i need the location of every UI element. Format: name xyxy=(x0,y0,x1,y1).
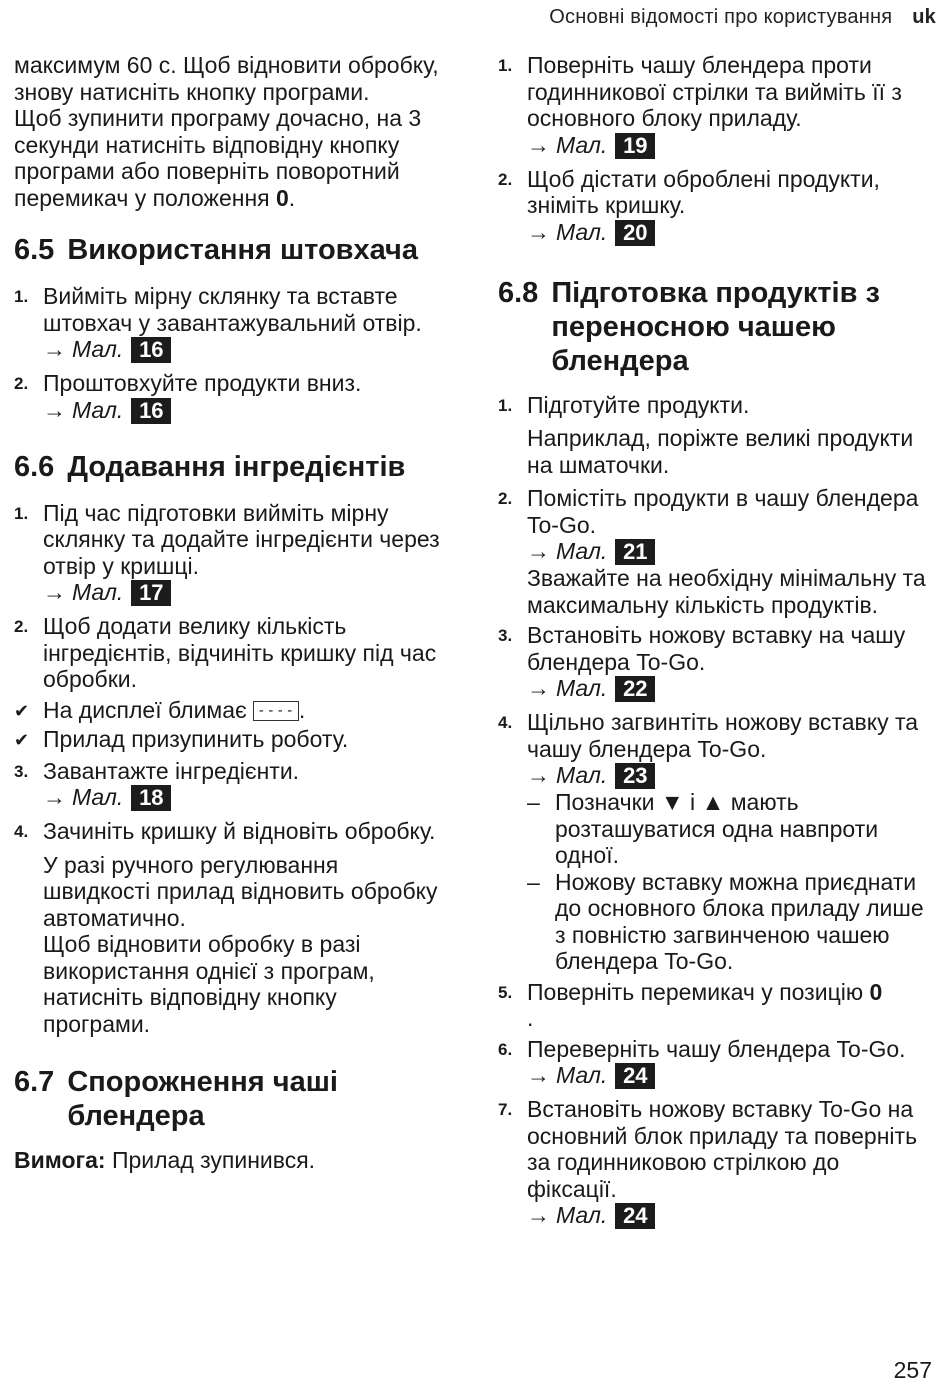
section-number: 6.8 xyxy=(498,276,539,309)
list-item xyxy=(498,485,934,618)
figure-label: Мал. xyxy=(556,1202,608,1228)
step-number: 2. xyxy=(498,489,513,508)
figure-number-badge: 16 xyxy=(131,398,171,424)
figure-reference xyxy=(43,397,446,424)
list-item xyxy=(14,500,446,607)
position-zero: 0 xyxy=(276,184,289,211)
step-text: Помістіть продукти в чашу блендера To-Go. xyxy=(527,485,919,538)
right-column xyxy=(498,52,934,1236)
step-number: 7. xyxy=(498,1100,513,1119)
header-language-code: uk xyxy=(912,6,936,28)
step-number: 4. xyxy=(14,822,29,841)
step-number: 1. xyxy=(498,395,513,415)
list-item xyxy=(14,370,446,424)
list-item xyxy=(498,1096,934,1229)
heading-6-7 xyxy=(14,1065,446,1133)
arrow-right-icon: → xyxy=(43,336,66,362)
figure-reference xyxy=(527,762,934,789)
bullet-item xyxy=(527,789,934,869)
arrow-right-icon: → xyxy=(527,1202,550,1228)
bullet-text: мають розташуватися одна навпроти одної. xyxy=(555,789,879,868)
step-text: Завантажте інгредієнти. xyxy=(43,757,300,784)
step-number: 3. xyxy=(14,761,29,781)
bullet-text: Позначки xyxy=(555,789,655,815)
arrow-right-icon: → xyxy=(43,579,66,605)
step-note: У разі ручного регулювання швидкості прилад відновить обробку автоматично. xyxy=(43,851,438,931)
figure-number-badge: 18 xyxy=(131,785,171,811)
requirement-label: Вимога: xyxy=(14,1147,106,1173)
requirement xyxy=(14,1147,446,1174)
list-item xyxy=(498,1036,934,1090)
section-title: Використання штовхача xyxy=(67,234,418,266)
step-period: . xyxy=(527,1005,534,1031)
intro-text: Щоб зупинити програму дочасно, на 3 секунди натисніть відповідну кнопку програми або поверніть поворотний перемикач у положення xyxy=(14,105,422,211)
dash-bullet: – xyxy=(527,789,540,815)
left-column xyxy=(14,52,446,1174)
position-zero: 0 xyxy=(869,978,883,1005)
step-number: 2. xyxy=(14,374,29,393)
step-text: Підготуйте продукти. xyxy=(527,391,750,418)
triangle-down-icon: ▼ xyxy=(660,789,684,815)
list-item xyxy=(498,52,934,159)
header-section-title: Основні відомості про користування xyxy=(549,6,893,28)
intro-paragraph-1: максимум 60 с. Щоб відновити обробку, знову натисніть кнопку програми. xyxy=(14,52,439,105)
step-note: Наприклад, поріжте великі продукти на шматочки. xyxy=(527,425,914,478)
result-period: . xyxy=(298,696,306,723)
arrow-right-icon: → xyxy=(527,762,550,788)
list-item xyxy=(14,283,446,363)
figure-label: Мал. xyxy=(556,675,608,701)
figure-label: Мал. xyxy=(556,762,608,788)
figure-number-badge: 22 xyxy=(615,676,655,702)
step-number: 3. xyxy=(498,626,513,645)
step-text: Під час підготовки вийміть мірну склянку та додайте інгредієнти через отвір у кришці. xyxy=(43,499,440,579)
step-text: Вийміть мірну склянку та вставте штовхач у завантажувальний отвір. xyxy=(43,283,422,336)
result-item xyxy=(14,726,446,754)
page-number: 257 xyxy=(893,1357,932,1383)
figure-label: Мал. xyxy=(72,579,124,605)
step-text: Щоб додати велику кількість інгредієнтів, відчиніть кришку під час обробки. xyxy=(43,613,437,692)
heading-6-6 xyxy=(14,450,446,484)
step-text: Зачиніть кришку й відновіть обробку. xyxy=(43,818,436,844)
display-indicator: ---- xyxy=(253,701,299,721)
figure-reference xyxy=(527,1202,934,1229)
figure-reference xyxy=(43,579,446,606)
step-note: Щоб відновити обробку в разі використання однієї з програм, натисніть відповідну кнопку програми. xyxy=(43,931,375,1037)
figure-number-badge: 21 xyxy=(615,539,655,565)
heading-6-5 xyxy=(14,233,446,267)
arrow-right-icon: → xyxy=(527,1062,550,1088)
figure-reference xyxy=(527,219,934,246)
bullet-text: і xyxy=(690,789,696,815)
figure-reference xyxy=(43,336,446,363)
figure-number-badge: 24 xyxy=(615,1203,655,1229)
step-text: Поверніть чашу блендера проти годинникової стрілки та вийміть її з основного блоку приладу. xyxy=(527,52,902,131)
step-number: 1. xyxy=(14,287,29,306)
step-text: Щоб дістати оброблені продукти, зніміть кришку. xyxy=(527,165,880,218)
list-item xyxy=(498,392,934,479)
step-text: Переверніть чашу блендера To-Go. xyxy=(527,1035,906,1062)
list-item xyxy=(14,758,446,812)
figure-label: Мал. xyxy=(72,784,124,810)
running-header xyxy=(549,6,936,29)
step-number: 1. xyxy=(14,503,29,523)
figure-label: Мал. xyxy=(72,336,124,362)
dash-bullet: – xyxy=(527,868,540,895)
list-item xyxy=(498,979,934,1032)
section-number: 6.6 xyxy=(14,450,55,483)
arrow-right-icon: → xyxy=(527,218,550,245)
result-text: Прилад призупинить роботу. xyxy=(43,726,349,752)
checkmark-icon: ✔ xyxy=(14,700,30,721)
section-title: Підготовка продуктів з переносною чашею блендера xyxy=(551,276,880,377)
list-item xyxy=(498,709,934,975)
section-title: Спорожнення чаші блендера xyxy=(67,1066,338,1132)
figure-reference xyxy=(527,675,934,702)
result-text: На дисплеї блимає xyxy=(43,696,247,723)
figure-label: Мал. xyxy=(556,1062,608,1088)
arrow-right-icon: → xyxy=(43,784,66,810)
step-number: 1. xyxy=(498,56,513,75)
step-text: Встановіть ножову вставку To-Go на основний блок приладу та поверніть за годинниковою стрілкою до фіксації. xyxy=(527,1096,918,1202)
requirement-text: Прилад зупинився. xyxy=(111,1147,316,1173)
figure-number-badge: 23 xyxy=(615,763,655,789)
list-item xyxy=(498,166,934,246)
figure-number-badge: 16 xyxy=(131,337,171,363)
figure-reference xyxy=(43,784,446,811)
step-text: Поверніть перемикач у позицію xyxy=(527,978,864,1005)
step-text: Проштовхуйте продукти вниз. xyxy=(43,370,362,396)
figure-number-badge: 20 xyxy=(615,220,655,246)
figure-reference xyxy=(527,132,934,159)
heading-6-8 xyxy=(498,276,934,378)
figure-label: Мал. xyxy=(556,538,608,564)
checkmark-icon: ✔ xyxy=(14,730,30,750)
arrow-right-icon: → xyxy=(527,538,550,564)
section-title: Додавання інгредієнтів xyxy=(67,450,406,483)
intro-period: . xyxy=(288,184,296,211)
figure-number-badge: 19 xyxy=(615,133,655,159)
figure-label: Мал. xyxy=(72,396,124,423)
step-number: 2. xyxy=(498,169,513,189)
arrow-right-icon: → xyxy=(527,131,550,158)
figure-label: Мал. xyxy=(556,218,608,245)
step-number: 6. xyxy=(498,1039,513,1059)
arrow-right-icon: → xyxy=(527,675,550,701)
section-number: 6.5 xyxy=(14,234,55,266)
list-item xyxy=(498,622,934,702)
arrow-right-icon: → xyxy=(43,396,66,423)
step-number: 5. xyxy=(498,982,513,1002)
list-item xyxy=(14,613,446,693)
bullet-item xyxy=(527,869,934,975)
figure-label: Мал. xyxy=(556,131,608,158)
triangle-up-icon: ▲ xyxy=(701,789,725,815)
list-item xyxy=(14,818,446,1037)
figure-number-badge: 17 xyxy=(131,580,171,606)
step-text: Щільно загвинтіть ножову вставку та чашу блендера To-Go. xyxy=(527,709,919,762)
figure-reference xyxy=(527,1062,934,1089)
result-item xyxy=(14,697,446,725)
bullet-text: Ножову вставку можна приєднати до основного блока приладу лише з повністю загвинченою чашею блендера To-Go. xyxy=(555,868,924,974)
figure-reference xyxy=(527,538,934,565)
section-number: 6.7 xyxy=(14,1066,55,1098)
figure-number-badge: 24 xyxy=(615,1063,655,1089)
step-text: Встановіть ножову вставку на чашу блендера To-Go. xyxy=(527,622,906,675)
intro-paragraph-2 xyxy=(14,105,446,211)
step-note: Зважайте на необхідну мінімальну та максимальну кількість продуктів. xyxy=(527,565,926,618)
step-number: 2. xyxy=(14,617,29,636)
step-number: 4. xyxy=(498,713,513,732)
